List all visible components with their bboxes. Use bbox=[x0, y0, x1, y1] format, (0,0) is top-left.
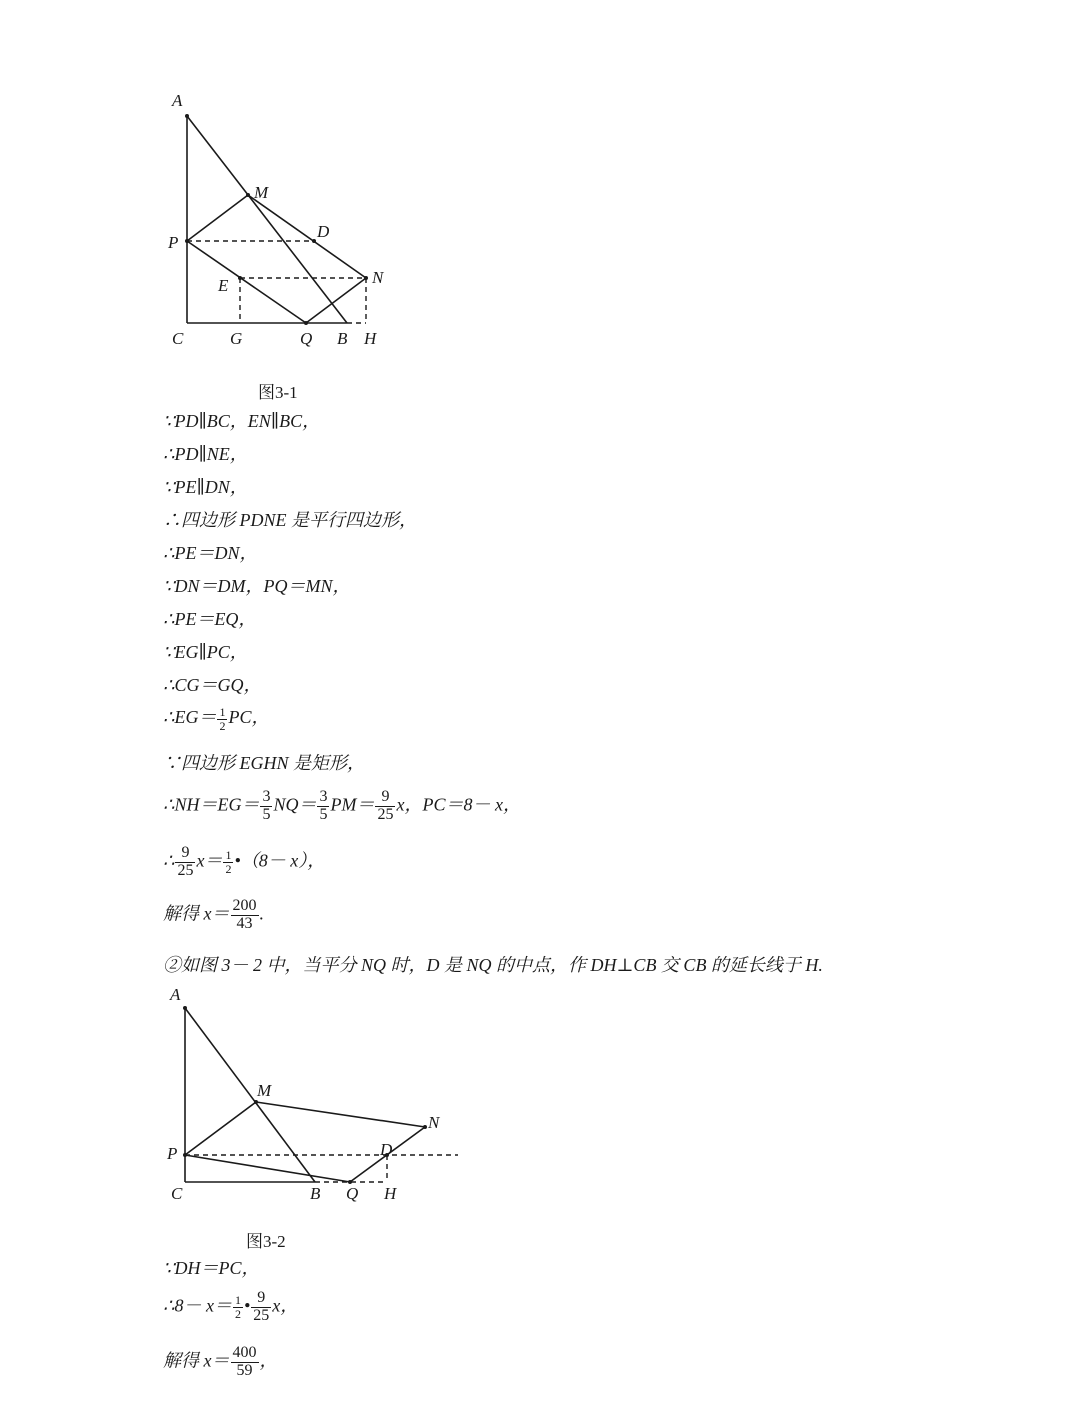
proof-line-4: ∴四边形 PDNE 是平行四边形， bbox=[163, 510, 417, 530]
proof-line-1: ∵PD∥BC，EN∥BC， bbox=[163, 411, 321, 431]
solution-1: 解得 x＝ $\frac{200}{43}$ . bbox=[163, 897, 264, 932]
proof-line-2: ∴PD∥NE， bbox=[163, 444, 248, 464]
segment-PQ bbox=[185, 1155, 350, 1182]
figure-3-1-diagram bbox=[160, 88, 400, 358]
case-2-statement: ②如图 3－ 2 中，当平分 NQ 时，D 是 NQ 的中点，作 DH⊥CB 交 CB 的延长线于 H. bbox=[163, 955, 823, 975]
label-M: M bbox=[257, 1081, 272, 1100]
label-Q: Q bbox=[346, 1184, 359, 1203]
label-A: A bbox=[170, 985, 181, 1004]
label-H: H bbox=[364, 329, 377, 348]
figure-3-2-diagram bbox=[160, 982, 470, 1212]
equation-eg: ∴EG＝ $\frac{1}{2}$ PC， bbox=[163, 705, 270, 733]
proof-line-3: ∵PE∥DN， bbox=[163, 477, 248, 497]
label-D: D bbox=[317, 222, 330, 241]
proof-line-9: ∴CG＝GQ， bbox=[163, 675, 262, 695]
proof-line-dh: ∵DH＝PC， bbox=[163, 1258, 260, 1278]
label-B: B bbox=[310, 1184, 321, 1203]
figure-3-2-caption: 图3-2 bbox=[246, 1232, 286, 1251]
label-H: H bbox=[384, 1184, 397, 1203]
segment-MN bbox=[256, 1102, 425, 1127]
segment-PM bbox=[185, 1102, 256, 1155]
proof-line-8: ∵EG∥PC， bbox=[163, 642, 248, 662]
segment-AB bbox=[185, 1008, 315, 1182]
label-B: B bbox=[337, 329, 348, 348]
equation-x-2: ∴8－ x＝ $\frac{1}{2}$ • $\frac{9}{25}$ x， bbox=[163, 1289, 299, 1324]
label-Q: Q bbox=[300, 329, 313, 348]
proof-line-6: ∵DN＝DM，PQ＝MN， bbox=[163, 576, 351, 596]
figure-3-1-caption: 图3-1 bbox=[258, 383, 298, 402]
label-N: N bbox=[428, 1113, 440, 1132]
segment-PM bbox=[187, 195, 248, 241]
label-C: C bbox=[172, 329, 184, 348]
proof-line-5: ∴PE＝DN， bbox=[163, 543, 258, 563]
figure-3-2 bbox=[160, 982, 470, 1212]
label-D: D bbox=[380, 1140, 393, 1159]
solution-2: 解得 x＝ $\frac{400}{59}$ ， bbox=[163, 1344, 278, 1379]
label-P: P bbox=[167, 1144, 178, 1163]
label-G: G bbox=[230, 329, 243, 348]
proof-line-7: ∴PE＝EQ， bbox=[163, 609, 257, 629]
fraction-one-half: $\frac{1}{2}$ bbox=[219, 705, 226, 733]
segment-MN bbox=[248, 195, 366, 278]
proof-line-rectangle: ∵四边形 EGHN 是矩形， bbox=[163, 753, 365, 773]
segment-AB bbox=[187, 116, 347, 323]
equation-nh: ∴NH＝EG＝ $\frac{3}{5}$ NQ＝ $\frac{3}{5}$ PM＝ $\frac{9}{25}$ x，PC＝8－ x， bbox=[163, 788, 521, 823]
equation-x-1: ∴ $\frac{9}{25}$ x＝ $\frac{1}{2}$ •（8－ x）， bbox=[163, 844, 326, 879]
figure-3-1 bbox=[160, 88, 400, 358]
label-A: A bbox=[172, 91, 183, 110]
label-N: N bbox=[372, 268, 384, 287]
label-C: C bbox=[171, 1184, 183, 1203]
segment-PQ bbox=[187, 241, 306, 323]
label-E: E bbox=[218, 276, 229, 295]
segment-QN bbox=[306, 278, 366, 323]
label-P: P bbox=[168, 233, 179, 252]
label-M: M bbox=[254, 183, 269, 202]
